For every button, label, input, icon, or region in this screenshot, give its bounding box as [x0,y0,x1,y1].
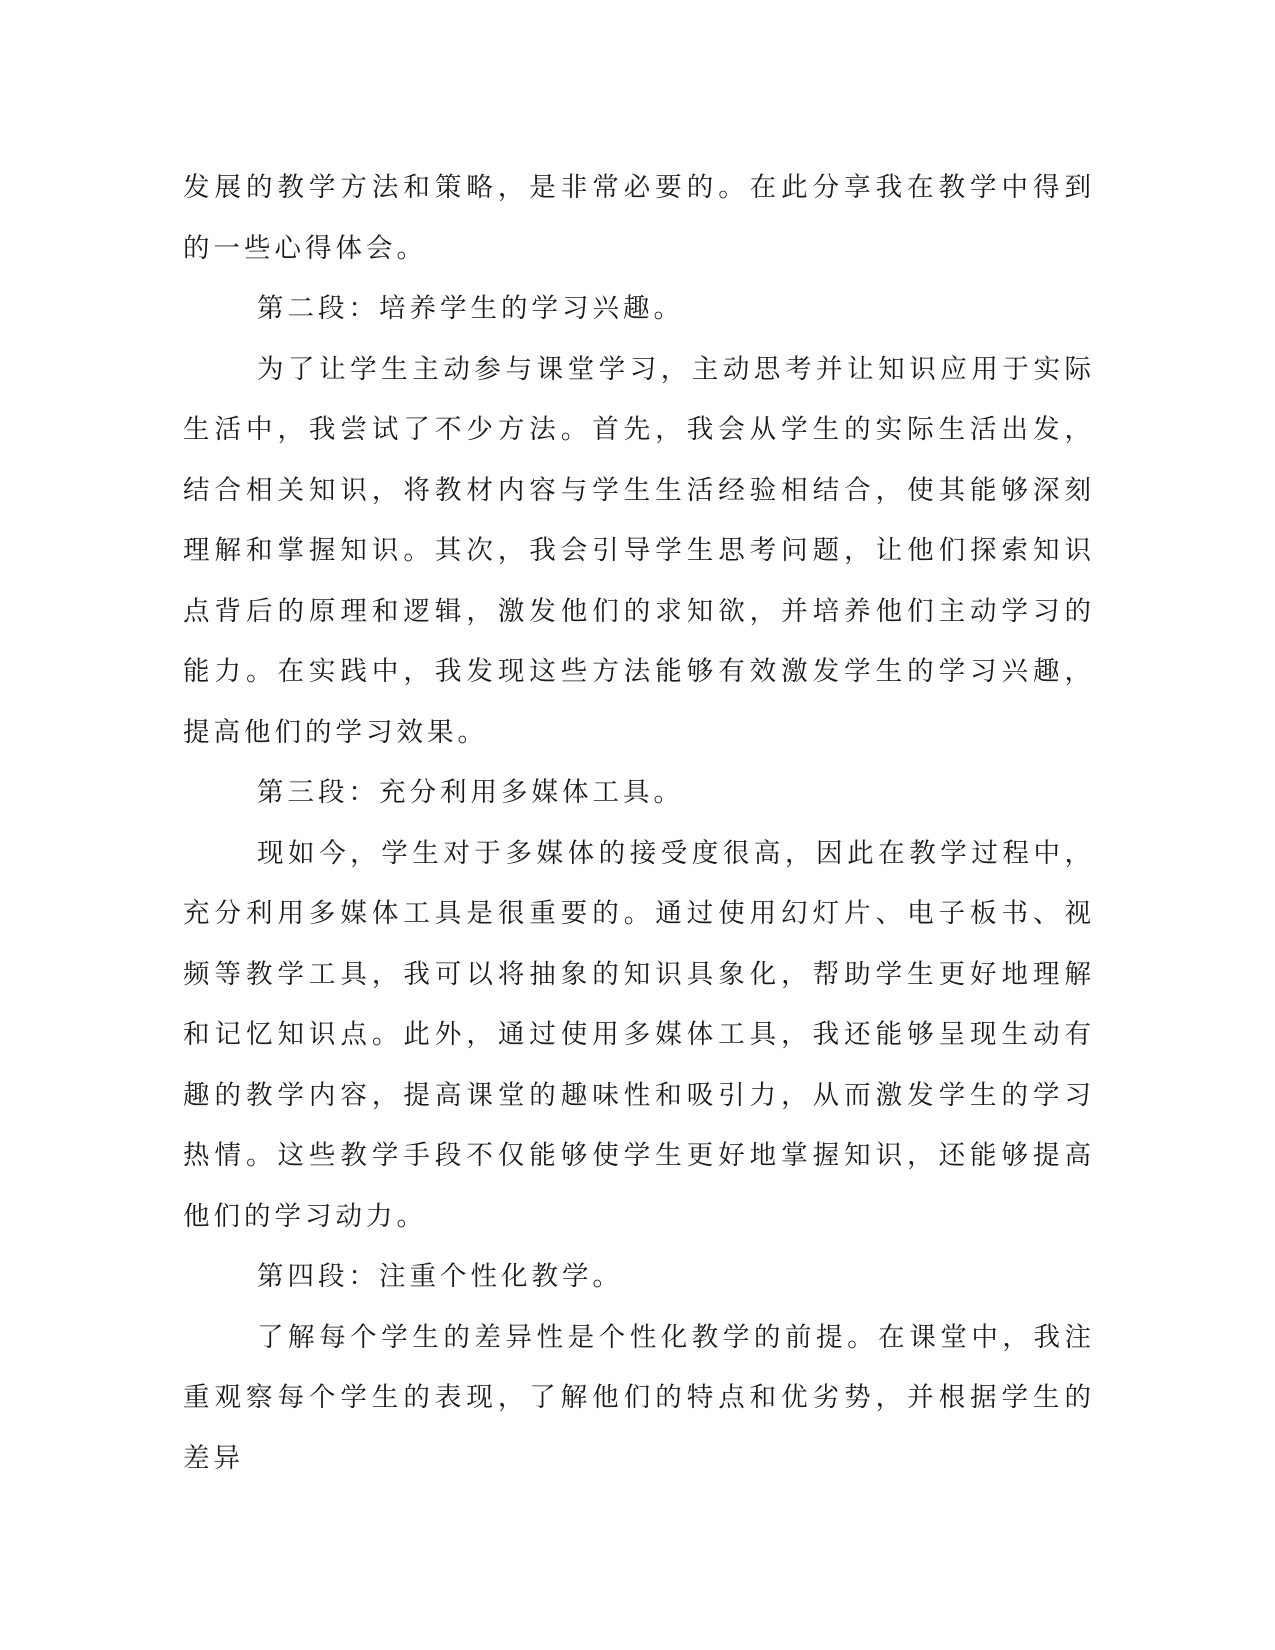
section-heading-2: 第二段：培养学生的学习兴趣。 [257,293,684,324]
paragraph-section-4: 了解每个学生的差异性是个性化教学的前提。在课堂中，我注重观察每个学生的表现，了解他们的特点和优劣势，并根据学生的差异 [183,1321,1095,1474]
paragraph-intro-continued: 发展的教学方法和策略，是非常必要的。在此分享我在教学中得到的一些心得体会。 [183,172,1095,264]
paragraph-section-3: 现如今，学生对于多媒体的接受度很高，因此在教学过程中，充分利用多媒体工具是很重要的。通过使用幻灯片、电子板书、视频等教学工具，我可以将抽象的知识具象化，帮助学生更好地理解和记忆知识点。此外，通过使用多媒体工具，我还能够呈现生动有趣的教学内容，提高课堂的趣味性和吸引力，从而激发学生的学习热情。这些教学手段不仅能够使学生更好地掌握知识，还能够提高他们的学习动力。 [183,837,1095,1232]
paragraph-section-2: 为了让学生主动参与课堂学习，主动思考并让知识应用于实际生活中，我尝试了不少方法。首先，我会从学生的实际生活出发，结合相关知识，将教材内容与学生生活经验相结合，使其能够深刻理解和掌握知识。其次，我会引导学生思考问题，让他们探索知识点背后的原理和逻辑，激发他们的求知欲，并培养他们主动学习的能力。在实践中，我发现这些方法能够有效激发学生的学习兴趣，提高他们的学习效果。 [183,353,1095,748]
section-heading-3: 第三段：充分利用多媒体工具。 [257,777,684,808]
document-body [183,158,1095,1489]
section-heading-4: 第四段：注重个性化教学。 [257,1261,623,1292]
